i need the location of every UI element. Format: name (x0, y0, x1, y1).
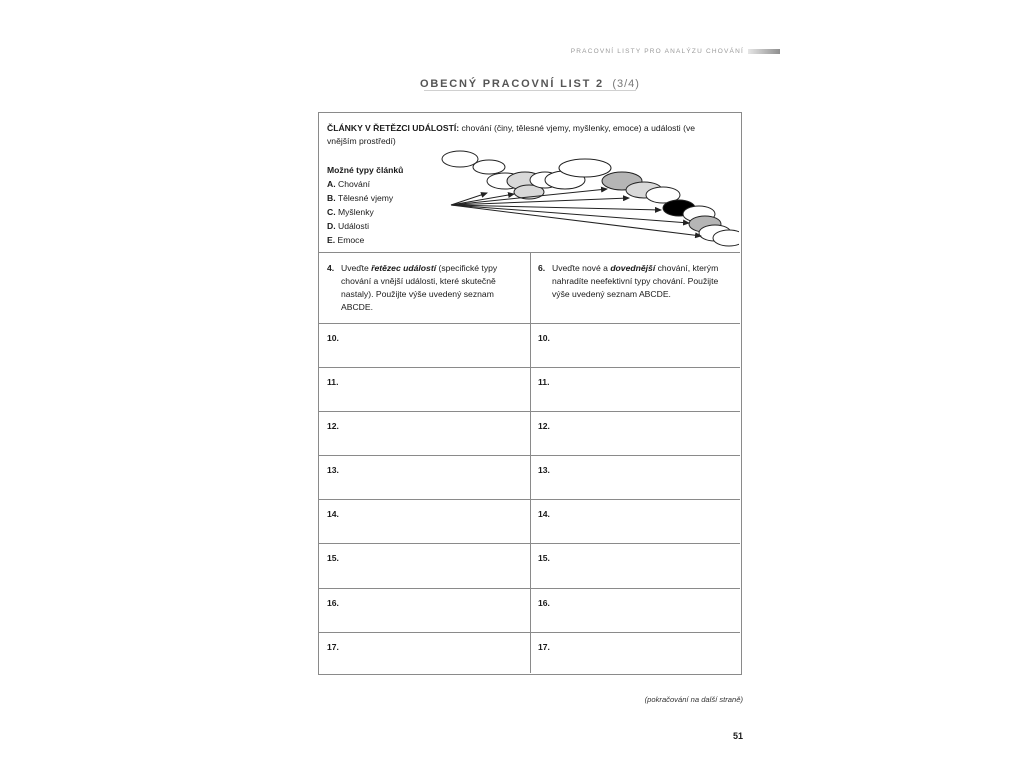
answer-row[interactable]: 15. (319, 544, 530, 588)
chain-link-ellipse (559, 159, 611, 177)
question-number: 4. (327, 263, 335, 273)
answer-row[interactable]: 17. (538, 641, 550, 652)
continuation-note: (pokračování na další straně) (644, 695, 743, 704)
link-types-list (327, 163, 403, 247)
chain-links-section (319, 113, 740, 253)
answer-row[interactable]: 13. (530, 456, 740, 500)
answer-row[interactable]: 15. (530, 544, 740, 588)
link-type-item (327, 205, 403, 219)
link-type-letter: D. (327, 221, 336, 231)
answer-row[interactable]: 12. (530, 412, 740, 456)
link-types-heading: Možné typy článků (327, 165, 404, 175)
answer-row[interactable]: 11. (319, 368, 530, 412)
page-number: 51 (732, 731, 743, 741)
running-head-text: PRACOVNÍ LISTY PRO ANALÝZU CHOVÁNÍ (570, 47, 744, 55)
chain-link-ellipse (713, 230, 739, 246)
link-type-item (327, 177, 403, 191)
link-type-item (327, 233, 403, 247)
column-header (319, 253, 530, 324)
answer-row[interactable]: 11. (530, 368, 740, 412)
question-text (552, 262, 730, 323)
answer-row[interactable]: 10. (319, 324, 530, 368)
link-type-label: Chování (335, 179, 370, 189)
link-type-label: Tělesné vjemy (335, 193, 394, 203)
link-type-label: Události (335, 221, 370, 231)
chain-diagram (439, 143, 739, 253)
chain-links-heading: ČLÁNKY V ŘETĚZCI UDÁLOSTÍ: (327, 123, 460, 133)
chain-of-events-column (319, 253, 531, 673)
question-number: 6. (538, 263, 546, 273)
worksheet-columns (319, 253, 740, 673)
title-part: (3/4) (612, 78, 640, 90)
link-type-letter: A. (327, 179, 336, 189)
running-head-bar (748, 49, 780, 54)
link-type-letter: C. (327, 207, 336, 217)
answer-row[interactable]: 16. (319, 589, 530, 633)
answer-row[interactable]: 14. (319, 500, 530, 544)
answer-row[interactable]: 16. (530, 589, 740, 633)
link-type-item (327, 191, 403, 205)
title-main: OBECNÝ PRACOVNÍ LIST 2 (420, 78, 604, 90)
chain-link-ellipse (442, 151, 478, 167)
title-underline (424, 90, 636, 91)
question-text-emphasis: řetězec událostí (371, 263, 437, 273)
link-type-letter: E. (327, 235, 336, 245)
link-type-letter: B. (327, 193, 336, 203)
skillful-behavior-column (530, 253, 740, 673)
answer-row[interactable]: 13. (319, 456, 530, 500)
question-text-end: chování, kterým nahradíte neefektivní typy chování. Použijte výše uvedený seznam ABCDE. (552, 263, 719, 299)
chain-arrow (451, 198, 629, 205)
answer-row[interactable]: 14. (530, 500, 740, 544)
link-type-label: Myšlenky (335, 207, 374, 217)
chain-link-ellipse (473, 160, 505, 174)
link-type-label: Emoce (335, 235, 365, 245)
answer-row[interactable]: 10. (530, 324, 740, 368)
link-type-item (327, 219, 403, 233)
answer-row[interactable]: 17. (327, 641, 339, 652)
question-text-emphasis: dovednější (610, 263, 656, 273)
running-head (560, 46, 780, 56)
question-text-start: Uveďte (341, 263, 372, 273)
question-text-end: (specifické typy chování a vnější události, které skutečně nastaly). Použijte výše uvedený seznam ABCDE. (341, 263, 498, 312)
question-text (341, 262, 520, 323)
chain-links-explanation: chování (činy, tělesné vjemy, myšlenky, emoce) a události (ve vnějším prostředí) (327, 123, 696, 146)
question-text-start: Uveďte nové a (552, 263, 611, 273)
answer-row[interactable]: 12. (319, 412, 530, 456)
worksheet-table (318, 112, 742, 675)
column-header (530, 253, 740, 324)
